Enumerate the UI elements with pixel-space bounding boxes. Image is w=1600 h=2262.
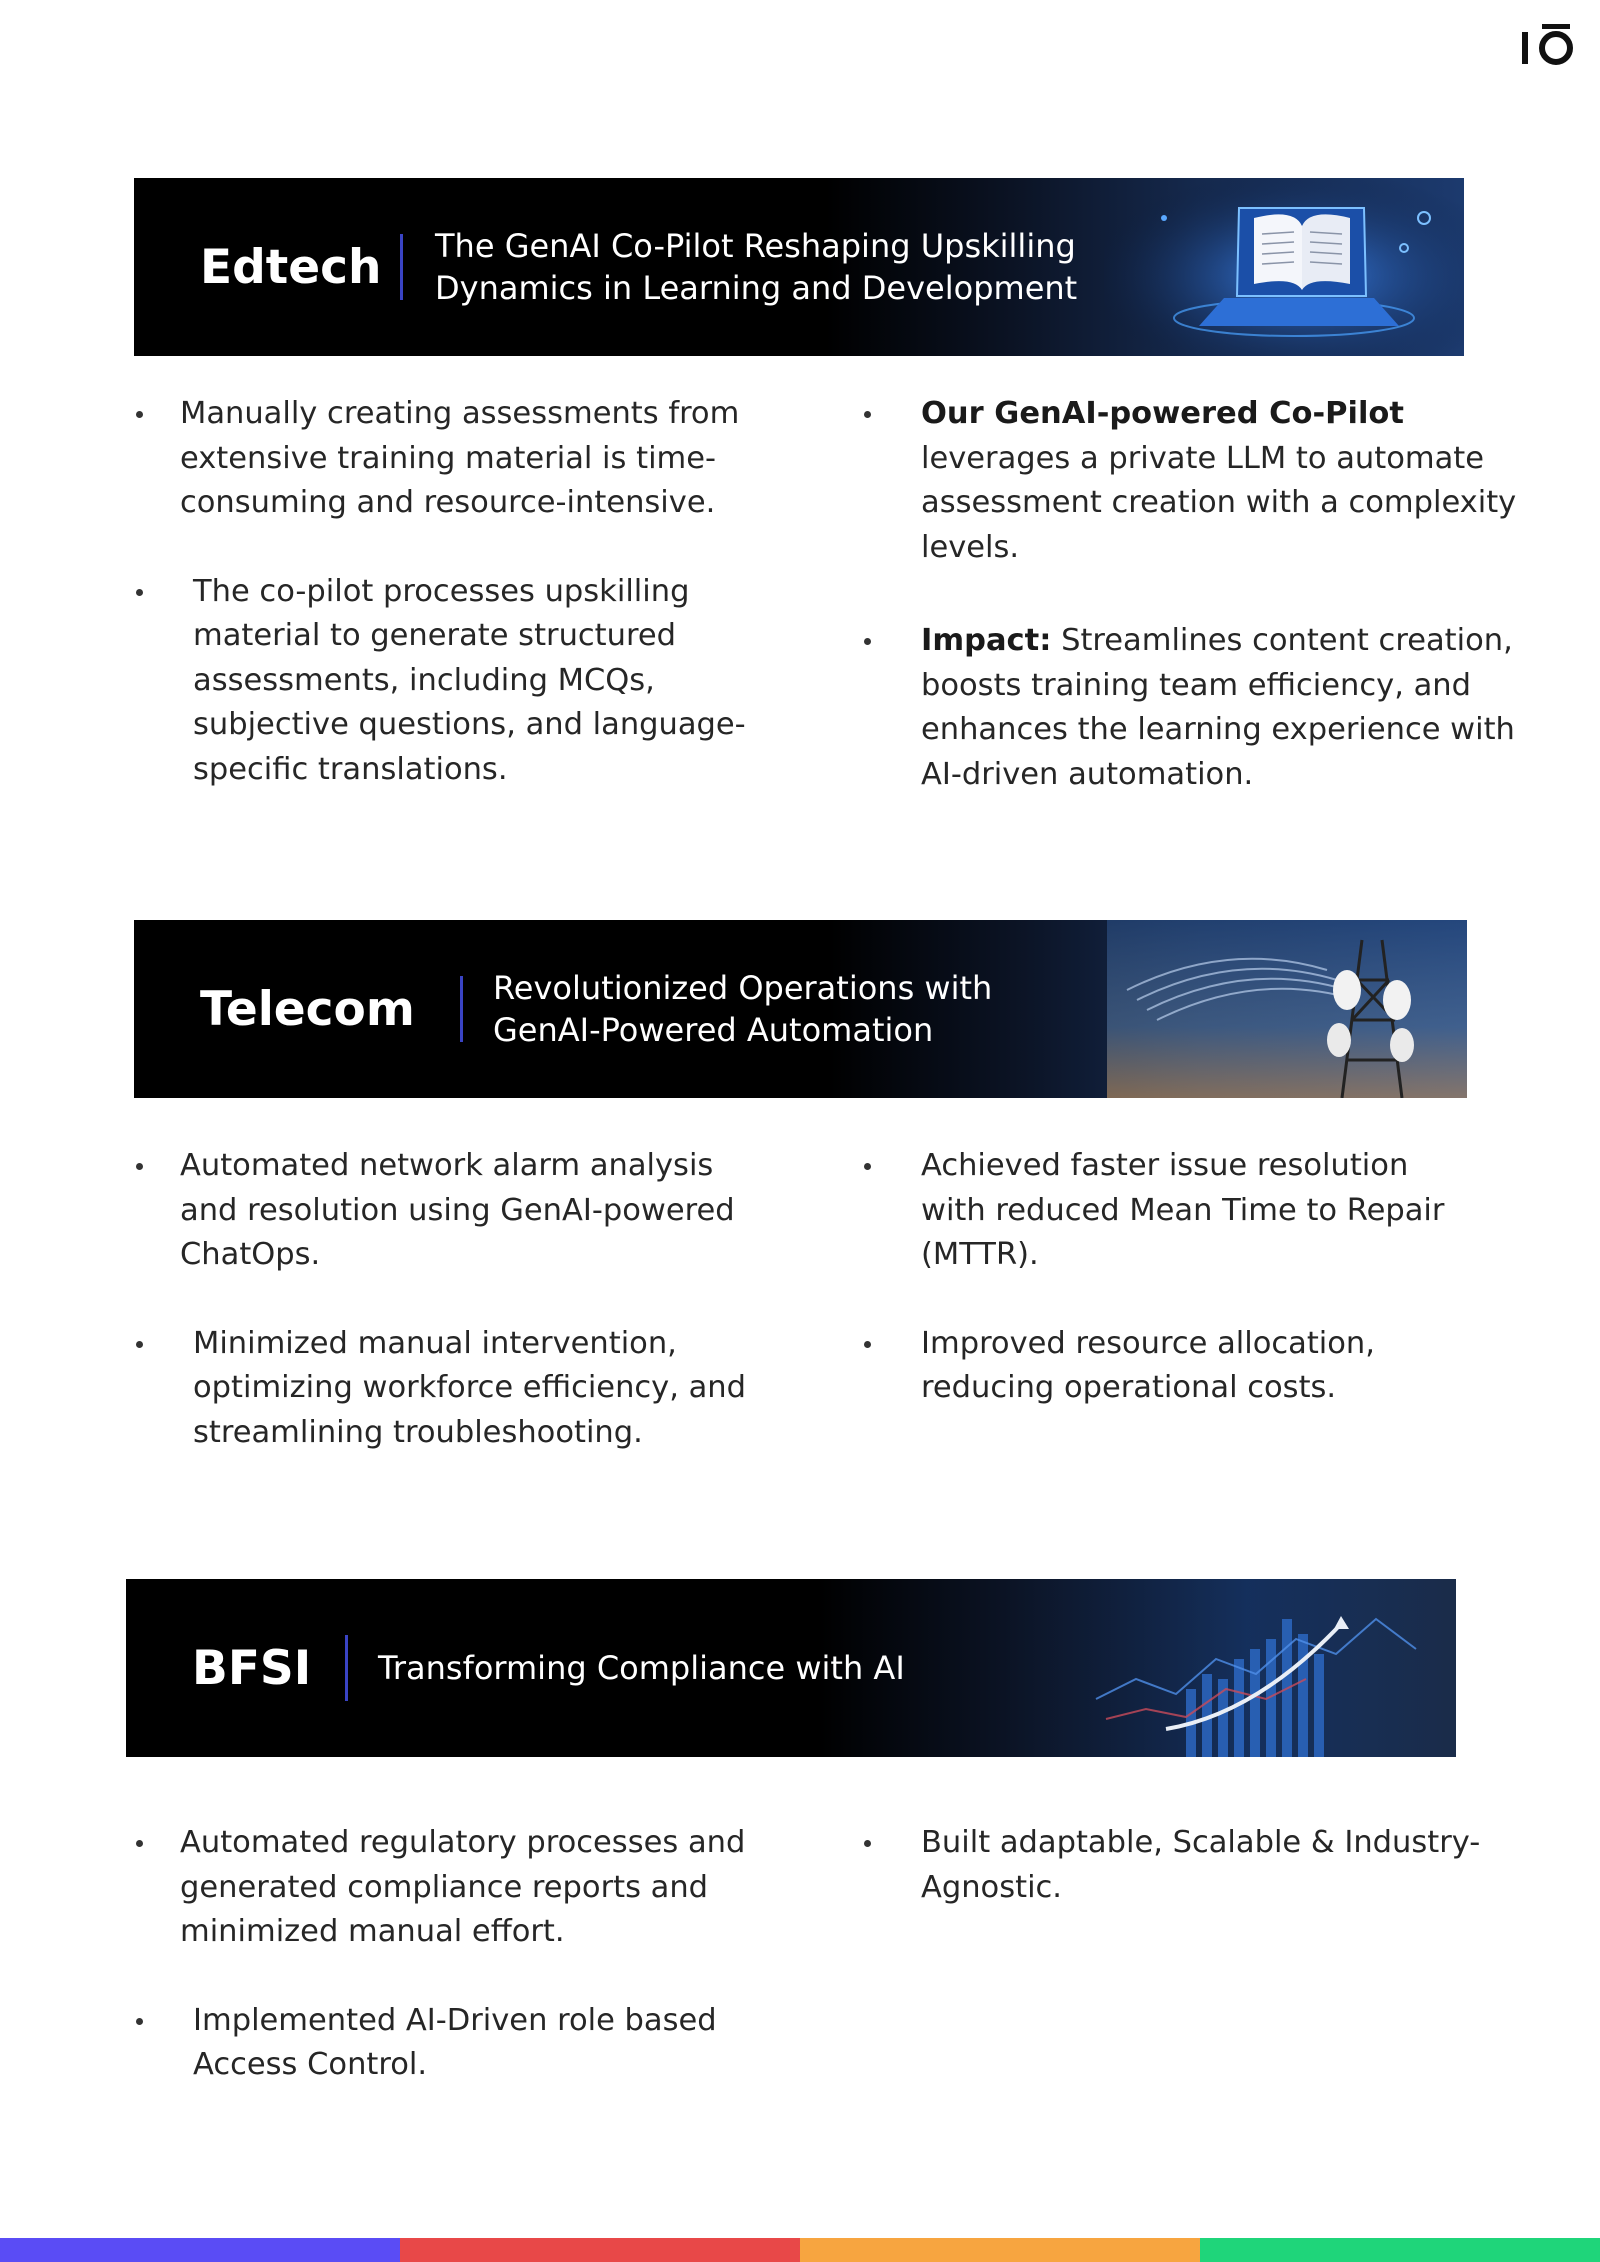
tagline-line: GenAI-Powered Automation xyxy=(493,1011,934,1049)
laptop-book-icon xyxy=(1104,178,1464,356)
bold-lead: Our GenAI-powered Co-Pilot xyxy=(921,396,1404,431)
bfsi-banner xyxy=(126,1579,1456,1757)
section-tagline xyxy=(493,920,992,1098)
list-item: Implemented AI-Driven role based Access Control. xyxy=(180,1999,780,2088)
separator xyxy=(345,1635,348,1701)
list-item xyxy=(921,619,1521,797)
list-item: Manually creating assessments from extensive training material is time-consuming and resource-intensive. xyxy=(180,392,780,526)
footer-color-bar xyxy=(0,2238,1600,2262)
footer-segment xyxy=(400,2238,800,2262)
list-item: Automated regulatory processes and generated compliance reports and minimized manual effort. xyxy=(180,1821,780,1955)
list-item: Achieved faster issue resolution with reduced Mean Time to Repair (MTTR). xyxy=(921,1144,1481,1278)
cell-tower-icon xyxy=(1107,920,1467,1098)
tagline-line: Dynamics in Learning and Development xyxy=(435,269,1078,307)
footer-segment xyxy=(0,2238,400,2262)
item-text: Streamlines content creation, boosts training team efficiency, and enhances the learning experience with AI-driven automation. xyxy=(921,623,1515,792)
section-label: BFSI xyxy=(192,1640,312,1696)
footer-segment xyxy=(800,2238,1200,2262)
bfsi-left-list xyxy=(180,1821,780,2088)
separator xyxy=(400,234,403,300)
section-tagline xyxy=(378,1579,905,1757)
bold-lead: Impact: xyxy=(921,623,1052,658)
section-label: Edtech xyxy=(200,239,382,295)
list-item: Minimized manual intervention, optimizing workforce efficiency, and streamlining troubleshooting. xyxy=(180,1322,780,1456)
edtech-banner xyxy=(134,178,1464,356)
edtech-right-list xyxy=(921,392,1521,797)
separator xyxy=(460,976,463,1042)
telecom-left-list xyxy=(180,1144,780,1455)
list-item xyxy=(921,392,1521,570)
tagline-line: Transforming Compliance with AI xyxy=(378,1649,905,1687)
list-item: Improved resource allocation, reducing operational costs. xyxy=(921,1322,1481,1411)
edtech-left-list xyxy=(180,392,780,792)
telecom-right-list xyxy=(921,1144,1481,1411)
tagline-line: Revolutionized Operations with xyxy=(493,969,993,1007)
list-item: Built adaptable, Scalable & Industry-Agnostic. xyxy=(921,1821,1481,1910)
footer-segment xyxy=(1200,2238,1600,2262)
growth-chart-icon xyxy=(1036,1579,1456,1757)
section-tagline xyxy=(435,178,1077,356)
item-text: leverages a private LLM to automate assessment creation with a complexity levels. xyxy=(921,440,1517,565)
telecom-banner xyxy=(134,920,1467,1098)
list-item: The co-pilot processes upskilling material to generate structured assessments, including MCQs, subjective questions, and language-specific translations. xyxy=(180,570,780,793)
io-logo xyxy=(1520,20,1576,70)
list-item: Automated network alarm analysis and resolution using GenAI-powered ChatOps. xyxy=(180,1144,780,1278)
tagline-line: The GenAI Co-Pilot Reshaping Upskilling xyxy=(435,227,1076,265)
section-label: Telecom xyxy=(200,981,415,1037)
bfsi-right-list xyxy=(921,1821,1481,1910)
